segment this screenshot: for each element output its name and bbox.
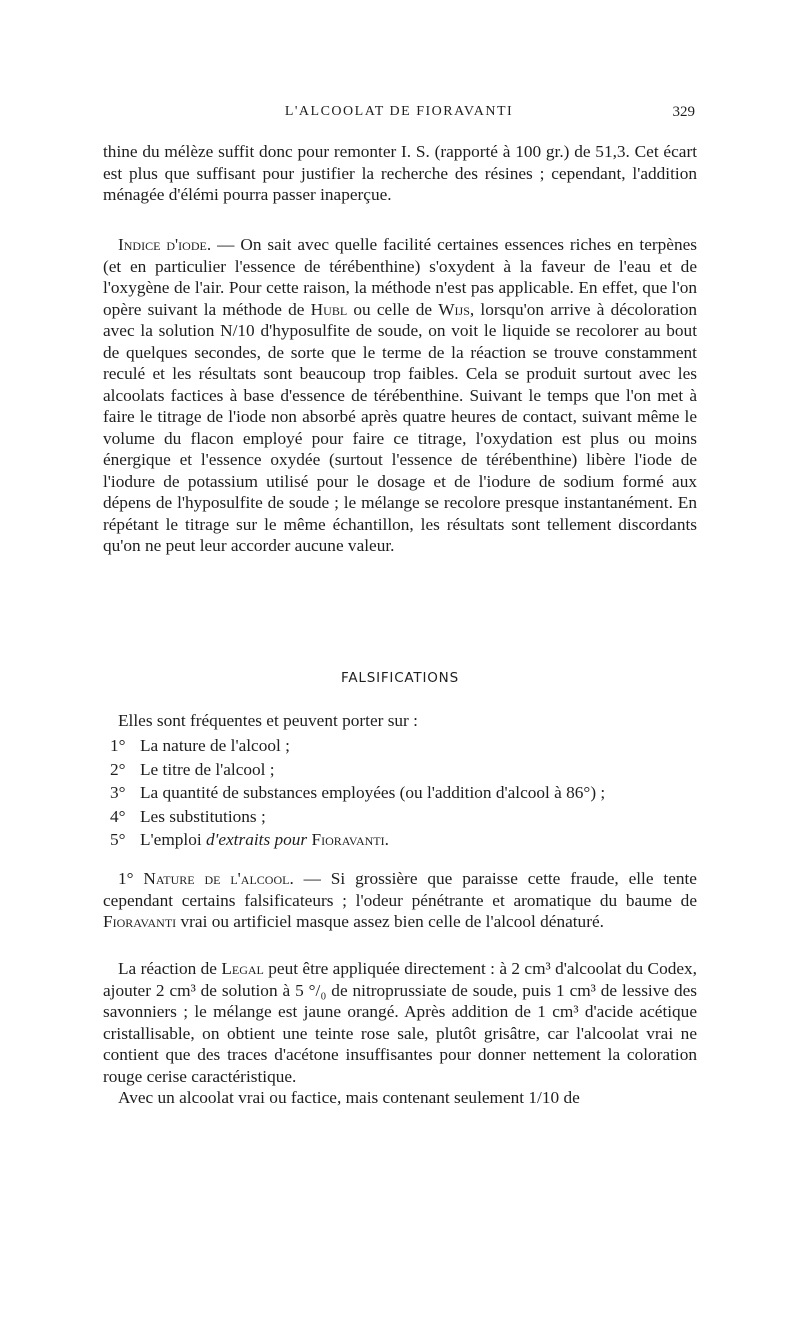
list-item-text-italic: d'extraits pour — [206, 830, 308, 849]
list-item — [110, 805, 605, 829]
list-item-number: 3° — [110, 783, 126, 802]
list-item-text-post: Fioravanti. — [307, 830, 389, 849]
page-number: 329 — [672, 104, 695, 120]
intro-paragraph: thine du mélèze suffit donc pour remonter I. S. (rapporté à 100 gr.) de 51,3. Cet écart est plus que suffisant pour justifier la recherche des résines ; cependant, l'addition ménagée d'élémi pourra passer inaperçue. — [103, 142, 697, 204]
running-title: L'ALCOOLAT DE FIORAVANTI — [284, 104, 514, 119]
name-hubl: Hubl — [310, 299, 348, 319]
list-item-text-pre: L'emploi — [140, 830, 206, 849]
name-legal: Legal — [221, 959, 264, 978]
nature-body-pre: — Si grossière que paraisse cette fraude, elle tente cependant certains falsificateurs ; l'odeur pénétrante et aromatique du baume de — [103, 869, 697, 910]
list-item — [110, 758, 605, 782]
falsifications-list — [110, 734, 605, 852]
falsifications-intro: Elles sont fréquentes et peuvent porter sur : — [118, 711, 418, 730]
name-wijs: Wijs — [438, 299, 470, 319]
iodine-rest: , lorsqu'on arrive à décoloration avec la solution N/10 d'hyposulfite de soude, on voit le liquide se recolorer au bout de quelques secondes, de sorte que le terme de la réaction se trouve constamment reculé et les résultats sont beaucoup trop faibles. Cela se produit surtout avec les alcoolats factices à base d'essence de térébenthine. Suivant le temps que l'on met à faire le titrage de l'iode non absorbé après quatre heures de contact, suivant même le volume du flacon employé pour faire ce titrage, l'oxydation est plus ou moins énergique et l'essence oxydée (surtout l'essence de térébenthine) libère l'iode de l'iodure de potassium utilisé pour le dosage et de l'iodure de sodium formé aux dépens de l'hyposulfite de soude ; le mélange se recolore presque instantanément. En répétant le titrage sur le même échantillon, les résultats sont tellement discordants qu'on ne peut leur accorder aucune valeur. — [103, 299, 698, 555]
list-item — [110, 734, 605, 758]
list-item-number: 2° — [110, 759, 126, 779]
iodine-body: — On sait avec quelle facilité certaines essences riches en terpènes (et en particulier l'essence de térébenthine) s'oxydent à la faveur de l'eau et de l'oxygène de l'air. Pour cette raison, la méthode n'est pas applicable. En effet, que l'on opère suivant la méthode de — [103, 235, 697, 319]
intro-paragraph-block — [103, 141, 697, 206]
falsifications-heading: FALSIFICATIONS — [341, 670, 459, 686]
name-fioravanti: Fioravanti — [103, 912, 177, 931]
nature-lead: 1° Nature de l'alcool. — [118, 869, 294, 888]
iodine-section — [103, 234, 697, 557]
legal-paragraph — [103, 958, 697, 1087]
iodine-paragraph — [103, 234, 697, 557]
list-item-number: 5° — [110, 830, 126, 849]
iodine-lead: Indice d'iode. — [118, 235, 212, 254]
list-item — [110, 828, 605, 852]
list-item-text: Les substitutions ; — [140, 806, 266, 826]
legal-section — [103, 958, 697, 1109]
nature-paragraph — [103, 868, 697, 933]
list-item — [110, 781, 605, 805]
legal-pre: La réaction de — [118, 959, 222, 978]
list-item-number: 1° — [110, 736, 126, 755]
iodine-mid: ou celle de — [347, 299, 439, 319]
list-item-text: La quantité de substances employées (ou l'addition d'alcool à 86°) ; — [140, 783, 606, 802]
nature-body-post: vrai ou artificiel masque assez bien celle de l'alcool dénaturé. — [176, 912, 604, 931]
list-item-text: Le titre de l'alcool ; — [140, 759, 275, 779]
last-line: Avec un alcoolat vrai ou factice, mais contenant seulement 1/10 de — [118, 1088, 580, 1107]
running-header — [103, 104, 695, 128]
legal-body: peut être appliquée directement : à 2 cm³ d'alcoolat du Codex, ajouter 2 cm³ de solution à 5 °/₀ de nitroprussiate de soude, puis 1 cm³ de lessive des savonniers ; le mélange est jaune orangé. Après addition de 1 cm³ d'acide acétique cristallisable, on obtient une teinte rose sale, plutôt grisâtre, car l'alcoolat vrai ne contient que des traces d'acétone insuffisantes pour donner nettement la coloration rouge cerise caractéristique. — [103, 959, 697, 1086]
nature-section — [103, 868, 697, 933]
list-item-number: 4° — [110, 806, 126, 826]
list-item-text: La nature de l'alcool ; — [140, 736, 290, 755]
